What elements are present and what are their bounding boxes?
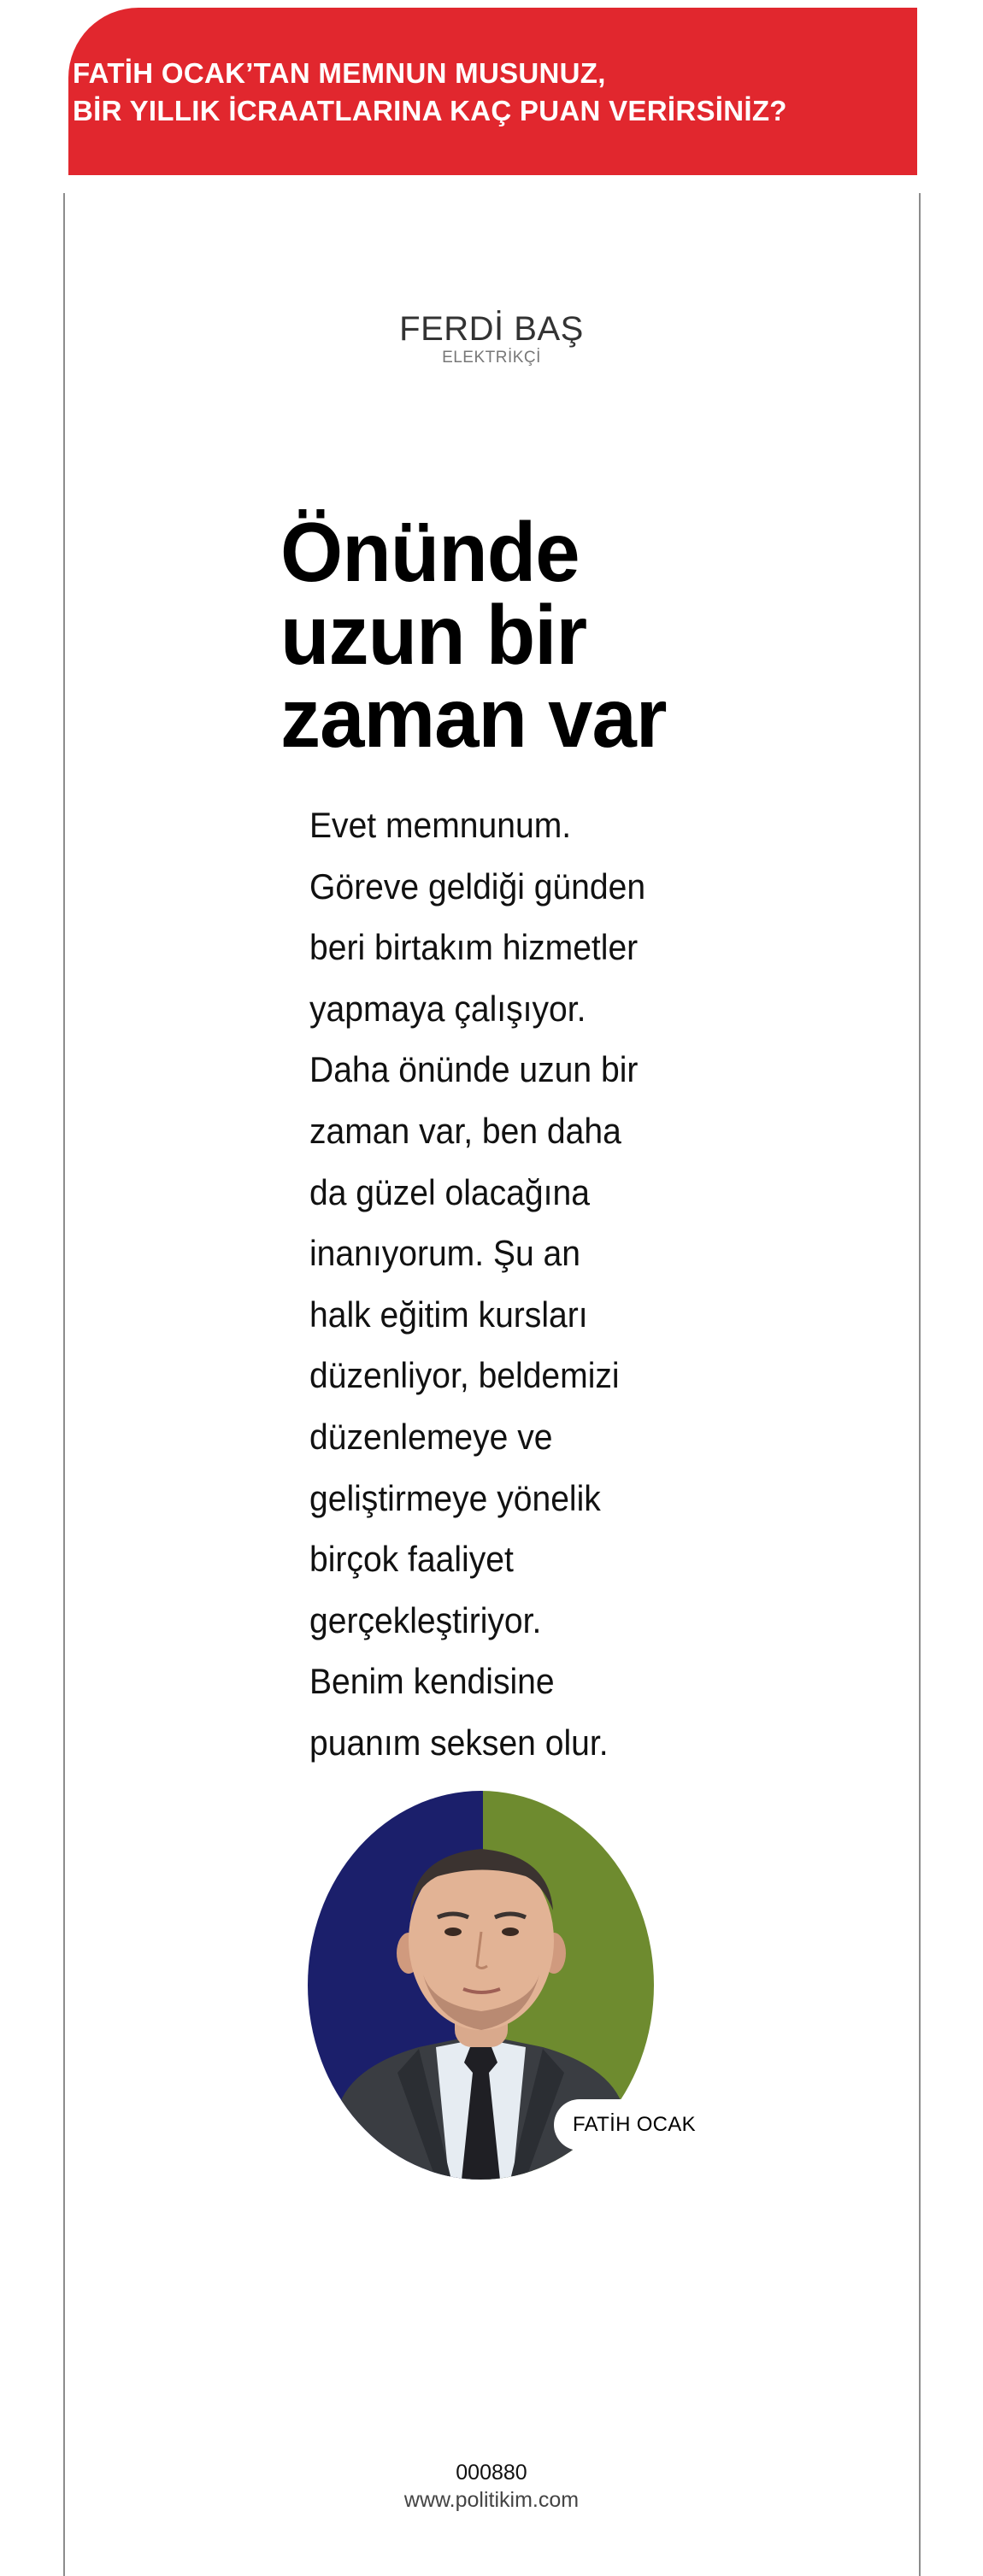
body-line: gerçekleştiriyor.: [309, 1599, 542, 1640]
body-line: düzenliyor, beldemizi: [309, 1355, 620, 1396]
banner-question: [73, 55, 787, 130]
headline: [280, 505, 707, 765]
body-line: birçok faaliyet: [309, 1539, 514, 1580]
body-line: da güzel olacağına: [309, 1171, 590, 1212]
author-name: FERDİ BAŞ: [399, 310, 584, 348]
headline-line-2: uzun bir: [280, 588, 587, 682]
footer-url[interactable]: www.politikim.com: [403, 2488, 580, 2512]
body-line: Göreve geldiği günden: [309, 866, 646, 907]
body-line: yapmaya çalışıyor.: [309, 988, 586, 1029]
body-line: zaman var, ben daha: [309, 1110, 621, 1151]
photo-caption: FATİH OCAK: [554, 2099, 715, 2151]
author-occupation: ELEKTRİKÇİ: [442, 349, 541, 367]
body-line: düzenlemeye ve: [309, 1416, 553, 1457]
body-line: Evet memnunum.: [309, 805, 572, 845]
banner-line-1: FATİH OCAK’TAN MEMNUN MUSUNUZ,: [73, 57, 606, 89]
left-divider: [63, 193, 65, 2576]
right-divider: [919, 193, 921, 2576]
headline-line-1: Önünde: [280, 505, 580, 599]
author-block: [0, 309, 983, 367]
footer-code: 000880: [456, 2461, 527, 2485]
body-line: Benim kendisine: [309, 1661, 555, 1702]
headline-line-3: zaman var: [280, 671, 667, 765]
body-line: puanım seksen olur.: [309, 1722, 609, 1763]
banner-line-2: BİR YILLIK İCRAATLARINA KAÇ PUAN VERİRSİNİZ?: [73, 95, 787, 126]
body-line: Daha önünde uzun bir: [309, 1049, 639, 1090]
body-line: geliştirmeye yönelik: [309, 1477, 601, 1518]
body-line: inanıyorum. Şu an: [309, 1233, 581, 1274]
footer: [0, 2459, 983, 2514]
body-line: halk eğitim kursları: [309, 1294, 588, 1335]
body-line: beri birtakım hizmetler: [309, 927, 639, 968]
body-text: [309, 795, 683, 1774]
